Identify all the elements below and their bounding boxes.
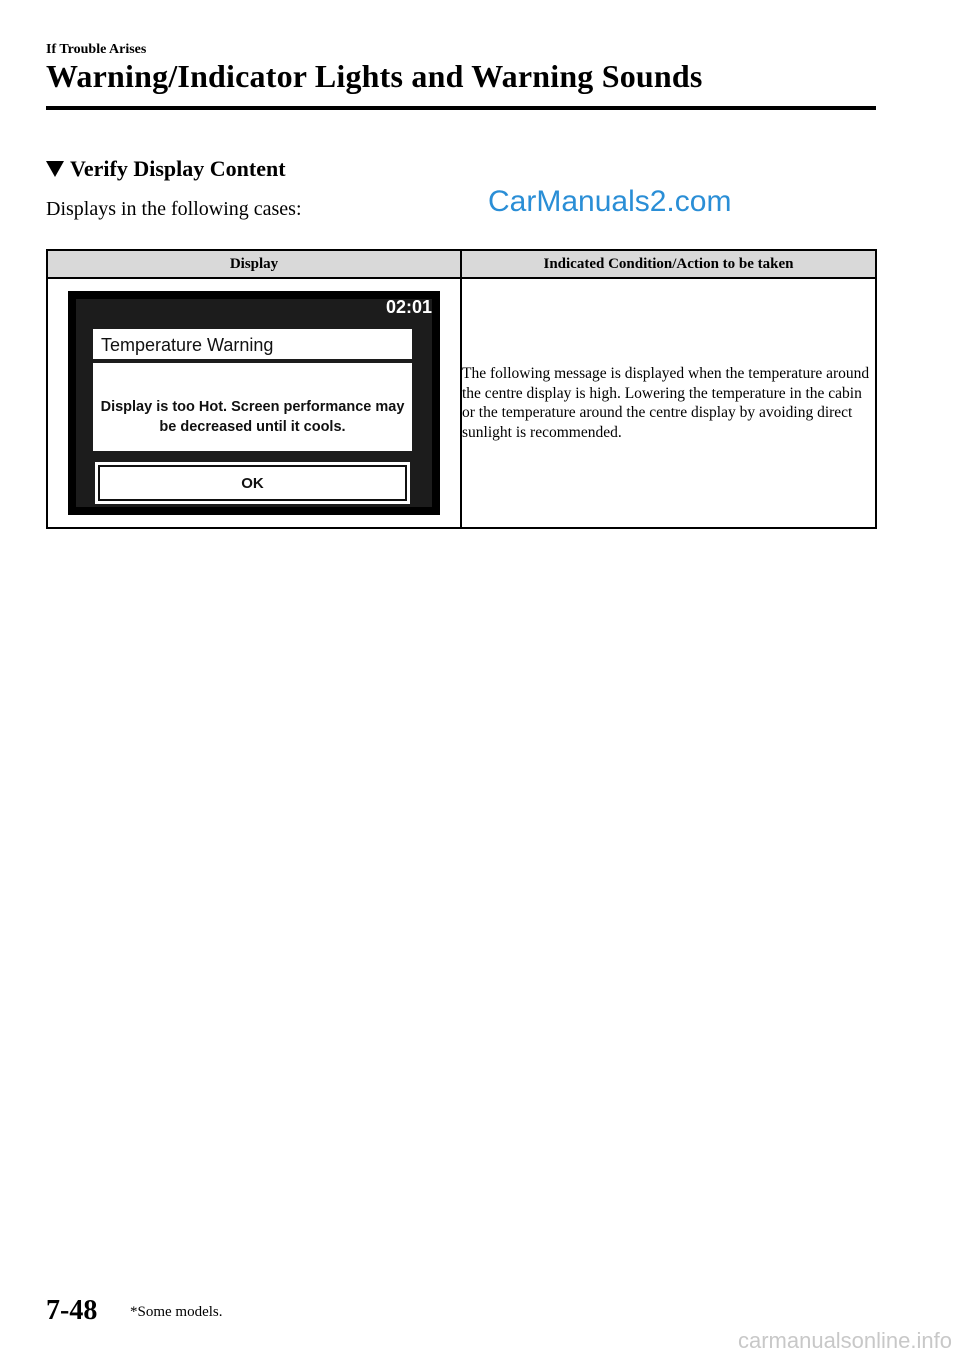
warning-dialog-header [93,329,412,359]
warning-dialog-title: Temperature Warning [101,335,274,355]
triangle-bullet-icon [46,161,64,177]
subsection-heading-text: Verify Display Content [70,156,286,181]
ok-button-label: OK [241,475,264,492]
column-header-condition: Indicated Condition/Action to be taken [461,250,876,278]
display-info-table [46,249,877,529]
column-header-display: Display [47,250,461,278]
section-label: If Trouble Arises [46,42,147,57]
page-number: 7-48 [46,1295,98,1326]
condition-cell: The following message is displayed when the temperature around the centre display is high. Lowering the temperature in the cabin or the temperature around the centre display by avoiding direct sunlight is recommended. [461,278,876,528]
display-image-cell [47,278,461,528]
warning-dialog-message: Display is too Hot. Screen performance may be decreased until it cools. [100,399,405,435]
footer-watermark: carmanualsonline.info [737,1328,952,1353]
display-screenshot [68,291,440,515]
table-row [47,278,876,528]
intro-text: Displays in the following cases: [46,198,302,220]
ok-button [98,465,407,501]
table-header-row [47,250,876,278]
footnote: *Some models. [130,1304,223,1320]
chapter-title: Warning/Indicator Lights and Warning Sounds [46,58,703,94]
subsection-heading [46,156,286,182]
screen-clock: 02:01 [385,297,432,317]
header-rule [46,106,876,110]
warning-dialog-body [93,363,412,451]
watermark-logo: CarManuals2.com [488,185,732,218]
